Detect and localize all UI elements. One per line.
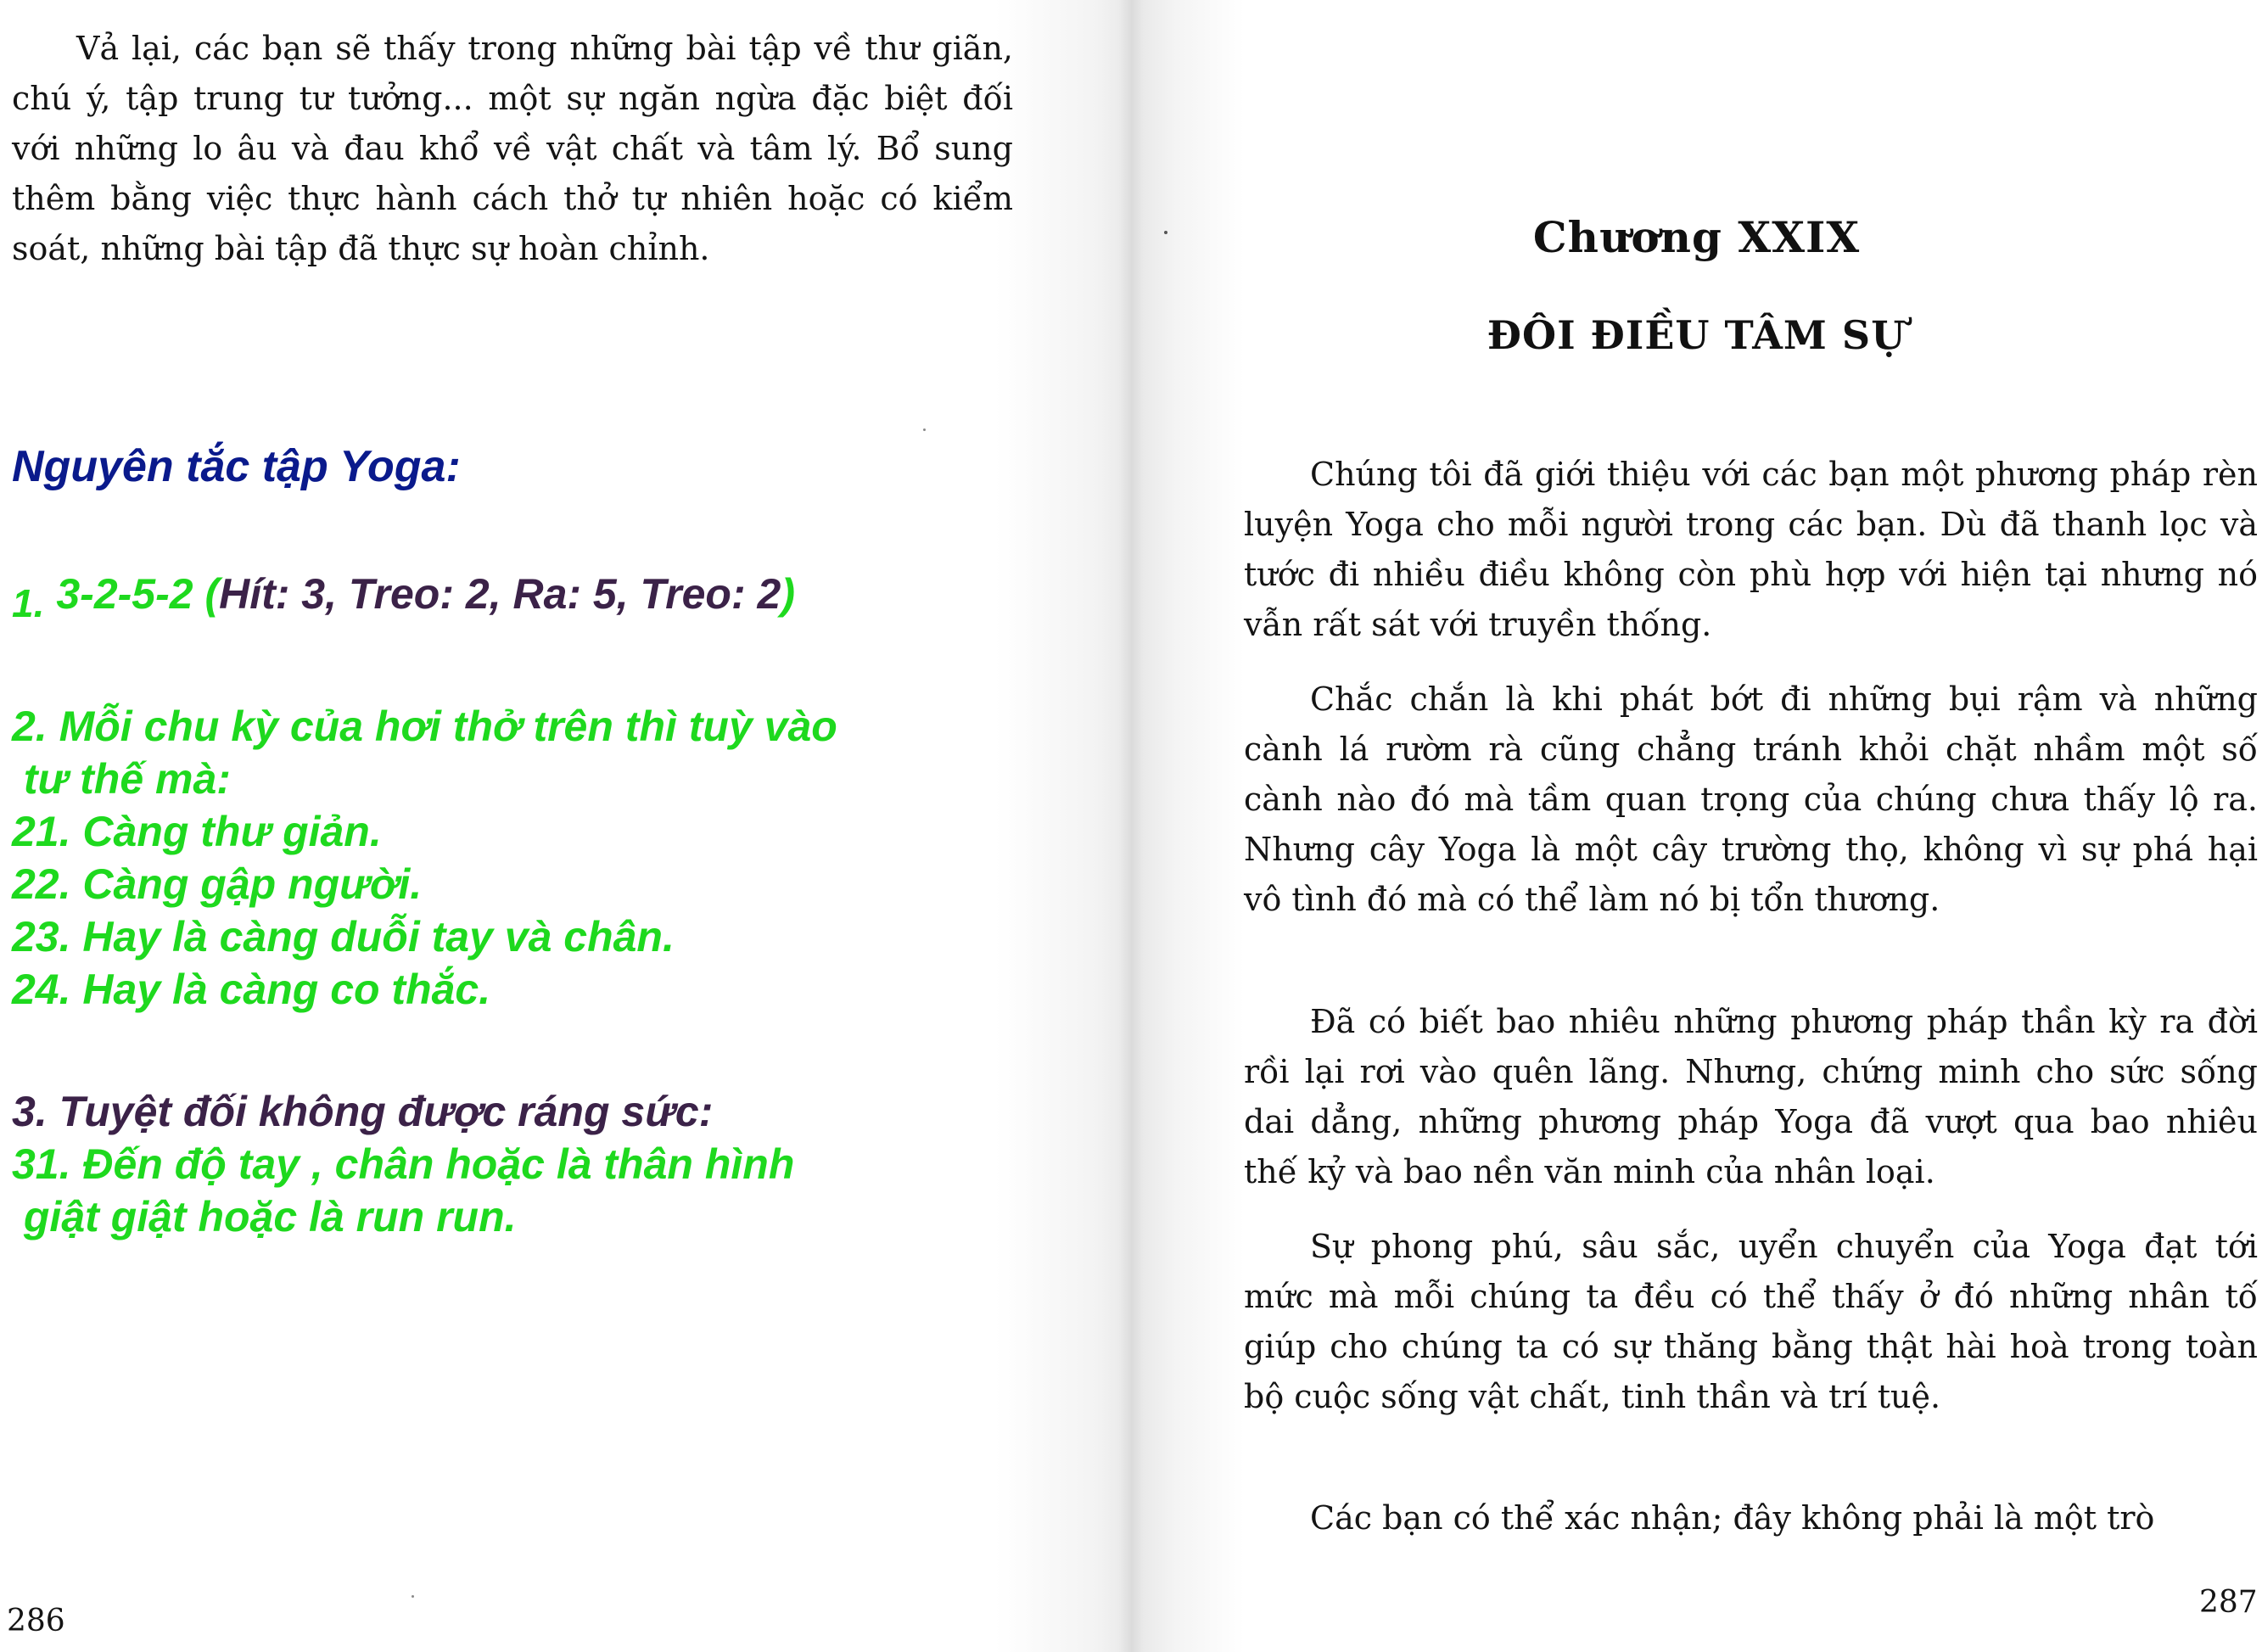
note-item-2-line-1: 2. Mỗi chu kỳ của hơi thở trên thì tuỳ vào (12, 703, 837, 750)
scan-speck (1164, 231, 1167, 234)
note-item-22: 22. Càng gập người. (12, 860, 423, 908)
note-item-1-number: 1. (12, 581, 45, 625)
note-item-23: 23. Hay là càng duỗi tay và chân. (12, 913, 675, 960)
note-item-1 (12, 568, 795, 625)
note-item-2-line-2: tư thế mà: (12, 755, 231, 803)
note-item-1-close: ) (781, 570, 795, 618)
right-paragraph-3: Đã có biết bao nhiêu những phương pháp thần kỳ ra đời rồi lại rơi vào quên lãng. Nhưng, chứng minh cho sức sống dai dẳng, những phương pháp Yoga đã vượt qua bao nhiêu thế kỷ và bao nền văn minh của nhân loại. (1244, 1003, 2258, 1190)
chapter-number: Chương XXIX (1532, 212, 1861, 262)
right-paragraph-4: Sự phong phú, sâu sắc, uyển chuyển của Yoga đạt tới mức mà mỗi chúng ta đều có thể thấy ở đó những nhân tố giúp cho chúng ta có sự thăng bằng thật hài hoà trong toàn bộ cuộc sống vật chất, tinh thần và trí tuệ. (1244, 1228, 2258, 1415)
note-item-3: 3. Tuyệt đối không được ráng sức: (12, 1088, 714, 1135)
note-item-31-line-2: giật giật hoặc là run run. (12, 1193, 517, 1240)
chapter-title: ĐÔI ĐIỀU TÂM SỰ (1487, 312, 1906, 358)
right-paragraph-1: Chúng tôi đã giới thiệu với các bạn một phương pháp rèn luyện Yoga cho mỗi người trong các bạn. Dù đã thanh lọc và tước đi nhiều điều không còn phù hợp với hiện tại nhưng nó vẫn rất sát với truyền thống. (1244, 456, 2258, 643)
right-page-number: 287 (2199, 1585, 2258, 1620)
left-intro-paragraph: Vả lại, các bạn sẽ thấy trong những bài tập về thư giãn, chú ý, tập trung tư tưởng... một sự ngăn ngừa đặc biệt đối với những lo âu và đau khổ về vật chất và tâm lý. Bổ sung thêm bằng việc thực hành cách thở tự nhiên hoặc có kiểm soát, những bài tập đã thực sự hoàn chỉnh. (12, 30, 1013, 267)
right-paragraph-5: Các bạn có thể xác nhận; đây không phải là một trò (1310, 1499, 2155, 1537)
notes-title: Nguyên tắc tập Yoga: (12, 442, 461, 491)
scan-speck (412, 1595, 414, 1598)
scan-speck (923, 428, 926, 431)
note-item-1-detail: Hít: 3, Treo: 2, Ra: 5, Treo: 2 (219, 570, 781, 618)
right-paragraph-2: Chắc chắn là khi phát bớt đi những bụi rậm và những cành lá rườm rà cũng chẳng tránh khỏi chặt nhầm một số cành nào đó mà tầm quan trọng của chúng chưa thấy lộ ra. Nhưng cây Yoga là một cây trường thọ, không vì sự phá hại vô tình đó mà có thể làm nó bị tổn thương. (1244, 680, 2258, 918)
note-item-1-code: 3-2-5-2 ( (56, 570, 220, 618)
left-page-number: 286 (7, 1604, 65, 1638)
note-item-24: 24. Hay là càng co thắc. (12, 966, 491, 1013)
note-item-31-line-1: 31. Đến độ tay , chân hoặc là thân hình (12, 1140, 795, 1188)
note-item-21: 21. Càng thư giản. (12, 808, 382, 855)
